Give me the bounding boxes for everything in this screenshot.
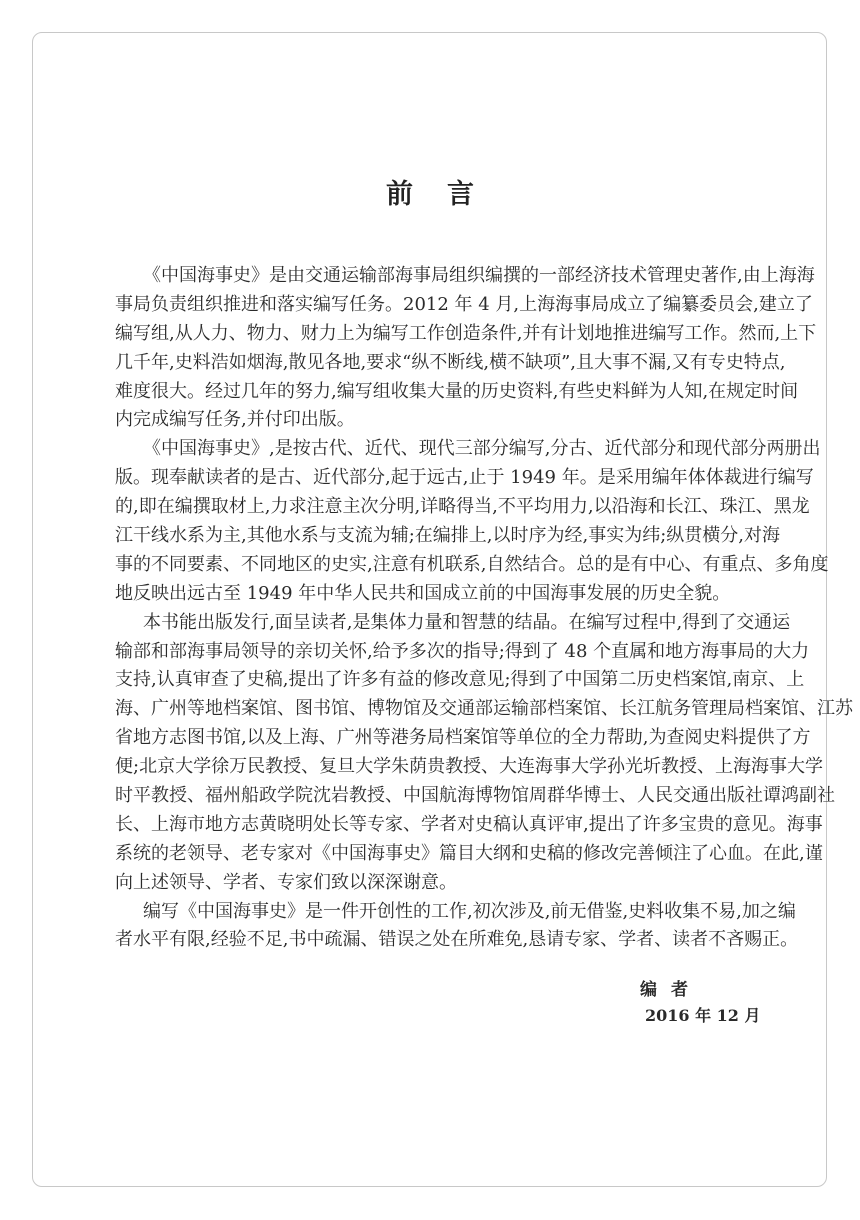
text-line: 《中国海事史》是由交通运输部海事局组织编撰的一部经济技术管理史著作,由上海海 xyxy=(143,265,815,286)
paragraph xyxy=(115,435,829,608)
paragraph xyxy=(115,898,799,956)
text-line: 版。现奉献读者的是古、近代部分,起于远古,止于 1949 年。是采用编年体体裁进行编写 xyxy=(115,467,814,489)
preface-body xyxy=(115,262,853,955)
text-line: 海、广州等地档案馆、图书馆、博物馆及交通部运输部档案馆、长江航务管理局档案馆、江苏 xyxy=(115,698,853,720)
date: 2016 年 12 月 xyxy=(645,1006,761,1025)
text-line: 事局负责组织推进和落实编写任务。2012 年 4 月,上海海事局成立了编纂委员会,建立了 xyxy=(115,293,813,315)
text-line: 者水平有限,经验不足,书中疏漏、错误之处在所难免,恳请专家、学者、读者不吝赐正。 xyxy=(115,929,799,951)
paragraph xyxy=(115,262,817,435)
text-line: 向上述领导、学者、专家们致以深深谢意。 xyxy=(115,871,457,893)
paragraph xyxy=(115,609,853,898)
text-line: 输部和部海事局领导的亲切关怀,给予多次的指导;得到了 48 个直属和地方海事局的大力 xyxy=(115,640,810,662)
text-line: 地反映出远古至 1949 年中华人民共和国成立前的中国海事发展的历史全貌。 xyxy=(115,582,731,604)
text-line: 便;北京大学徐万民教授、复旦大学朱荫贵教授、大连海事大学孙光圻教授、上海海事大学 xyxy=(115,756,824,778)
text-line: 事的不同要素、不同地区的史实,注意有机联系,自然结合。总的是有中心、有重点、多角度 xyxy=(115,553,829,575)
text-line: 的,即在编撰取材上,力求注意主次分明,详略得当,不平均用力,以沿海和长江、珠江、黑龙 xyxy=(115,496,810,518)
text-line: 支持,认真审查了史稿,提出了许多有益的修改意见;得到了中国第二历史档案馆,南京、上 xyxy=(115,669,805,691)
text-line: 本书能出版发行,面呈读者,是集体力量和智慧的结晶。在编写过程中,得到了交通运 xyxy=(143,611,791,633)
text-line: 江干线水系为主,其他水系与支流为辅;在编排上,以时序为经,事实为纬;纵贯横分,对海 xyxy=(115,525,781,547)
text-line: 几千年,史料浩如烟海,散见各地,要求“纵不断线,横不缺项”,且大事不漏,又有专史特点, xyxy=(115,351,786,373)
text-line: 省地方志图书馆,以及上海、广州等港务局档案馆等单位的全力帮助,为查阅史料提供了方 xyxy=(115,727,811,749)
page-title: 前言 xyxy=(386,179,508,210)
text-line: 系统的老领导、老专家对《中国海事史》篇目大纲和史稿的修改完善倾注了心血。在此,谨 xyxy=(115,842,823,864)
text-line: 长、上海市地方志黄晓明处长等专家、学者对史稿认真评审,提出了许多宝贵的意见。海事 xyxy=(115,813,823,835)
signature: 编者 xyxy=(640,980,702,1000)
text-line: 《中国海事史》,是按古代、近代、现代三部分编写,分古、近代部分和现代部分两册出 xyxy=(143,438,821,460)
text-line: 编写《中国海事史》是一件开创性的工作,初次涉及,前无借鉴,史料收集不易,加之编 xyxy=(143,900,796,922)
text-line: 编写组,从人力、物力、财力上为编写工作创造条件,并有计划地推进编写工作。然而,上下 xyxy=(115,322,817,344)
text-line: 内完成编写任务,并付印出版。 xyxy=(115,409,355,431)
text-line: 难度很大。经过几年的努力,编写组收集大量的历史资料,有些史料鲜为人知,在规定时间 xyxy=(115,380,799,402)
text-line: 时平教授、福州船政学院沈岩教授、中国航海博物馆周群华博士、人民交通出版社谭鸿副社 xyxy=(115,785,835,807)
